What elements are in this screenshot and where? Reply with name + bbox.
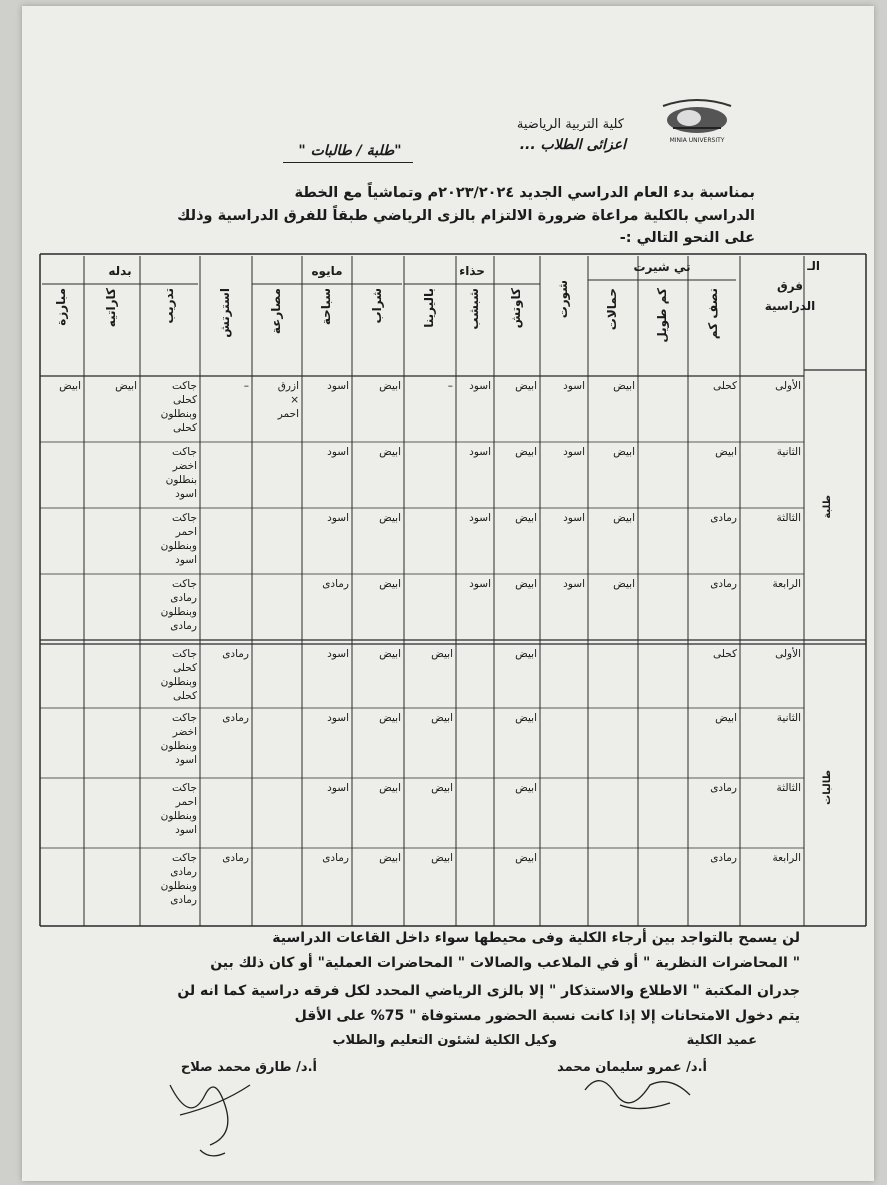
table-cell-socks: ابيض — [379, 852, 401, 864]
intro-line-3: على النحو التالي :- — [619, 230, 755, 246]
footer-line-2: " المحاضرات النظرية " أو في الملاعب والصالات " المحاضرات العملية" أو كان ذلك بين — [210, 955, 800, 971]
dean-title: عميد الكلية — [686, 1033, 757, 1048]
table-cell-swimming: اسود — [327, 512, 349, 524]
logo-text: MINIA UNIVERSITY — [669, 137, 725, 144]
column-header-tank: حمالات — [605, 288, 619, 331]
table-cell-tank: ابيض — [613, 446, 635, 458]
group-header-shoes: حذاء — [459, 264, 485, 278]
table-cell-socks: ابيض — [379, 512, 401, 524]
table-cell-training: جاكت اخضر بنطلون اسود — [165, 446, 197, 500]
table-cell-half-sleeve: كحلى — [712, 380, 737, 392]
table-cell-slipper: اسود — [469, 446, 491, 458]
column-header-wrestling: مصارعة — [269, 288, 283, 335]
table-cell-ballet: ابيض — [431, 852, 453, 864]
table-cell-ballet: ابيض — [431, 782, 453, 794]
footer-line-4: يتم دخول الامتحانات إلا إذا كانت نسبة الحضور مستوفاة " 75% على الأقل — [294, 1008, 800, 1024]
section-label: طلبة — [822, 495, 833, 519]
column-header-socks: شراب — [370, 288, 384, 324]
university-logo — [643, 98, 751, 146]
table-cell-tank: ابيض — [613, 578, 635, 590]
row-year-label: الثانية — [776, 446, 801, 458]
column-header-long-sleeve: كم طويل — [655, 288, 669, 343]
table-cell-half-sleeve: رمادى — [710, 578, 737, 590]
table-cell-half-sleeve: ابيض — [715, 712, 737, 724]
addressee: اعزائى الطلاب ... — [519, 137, 626, 153]
table-cell-swimming: اسود — [327, 446, 349, 458]
table-cell-ballet: ابيض — [431, 648, 453, 660]
table-cell-slipper: اسود — [469, 512, 491, 524]
group-header-suit: بدله — [108, 264, 132, 278]
footer-line-3: جدران المكتبة " الاطلاع والاستذكار " إلا بالزى الرياضي المحدد لكل فرقه دراسية كما انه لن — [177, 983, 800, 999]
table-cell-training: جاكت رمادى وبنطلون رمادى — [160, 578, 197, 632]
table-cell-half-sleeve: رمادى — [710, 782, 737, 794]
table-cell-sneakers: ابيض — [515, 578, 537, 590]
table-cell-ballet: ابيض — [431, 712, 453, 724]
table-cell-shorts: اسود — [563, 512, 585, 524]
row-year-label: الرابعة — [772, 852, 801, 864]
table-cell-sneakers: ابيض — [515, 712, 537, 724]
table-cell-leotard: رمادى — [222, 712, 249, 724]
table-cell-leotard: رمادى — [222, 648, 249, 660]
row-year-label: الرابعة — [772, 578, 801, 590]
table-cell-socks: ابيض — [379, 380, 401, 392]
group-header-tshirt: تي شيرت — [633, 260, 691, 274]
footer-line-1: لن يسمح بالتواجد بين أرجاء الكلية وفى محيطها سواء داخل القاعات الدراسية — [272, 930, 800, 946]
table-cell-swimming: اسود — [327, 380, 349, 392]
column-header-training: تدريب — [162, 288, 176, 324]
document-title: "طلبة / طالبات " — [298, 143, 402, 159]
column-header-karate: كاراتيه — [104, 288, 118, 328]
section-label: طالبات — [822, 770, 833, 805]
table-cell-tank: ابيض — [613, 380, 635, 392]
table-cell-half-sleeve: كحلى — [712, 648, 737, 660]
corner-header-line-2: فرق — [776, 279, 804, 293]
vice-dean-signature — [580, 1065, 710, 1120]
table-cell-leotard: رمادى — [222, 852, 249, 864]
column-header-ballet: باليرينا — [422, 288, 436, 328]
column-header-leotard: استرتش — [218, 288, 232, 338]
row-year-label: الثانية — [776, 712, 801, 724]
table-cell-training: جاكت احمر وبنطلون اسود — [160, 782, 197, 836]
row-year-label: الأولى — [775, 648, 801, 660]
column-header-half-sleeve: نصف كم — [706, 288, 720, 340]
table-cell-swimming: اسود — [327, 648, 349, 660]
table-cell-sneakers: ابيض — [515, 852, 537, 864]
intro-line-2: الدراسي بالكلية مراعاة ضرورة الالتزام بالزى الرياضي طبقاً للفرق الدراسية وذلك — [177, 208, 755, 224]
table-cell-sneakers: ابيض — [515, 782, 537, 794]
group-header-swimsuit: مايوه — [311, 264, 343, 278]
table-cell-sneakers: ابيض — [515, 380, 537, 392]
column-header-shorts: شورت — [556, 280, 570, 319]
table-cell-slipper: اسود — [469, 578, 491, 590]
table-cell-fencing: ابيض — [59, 380, 81, 392]
vice-dean-title: وكيل الكلية لشئون التعليم والطلاب — [332, 1033, 557, 1048]
intro-line-1: بمناسبة بدء العام الدراسي الجديد ٢٠٢٣/٢٠٢٤م وتماشياً مع الخطة — [294, 185, 755, 201]
table-cell-sneakers: ابيض — [515, 648, 537, 660]
table-cell-half-sleeve: ابيض — [715, 446, 737, 458]
table-cell-leotard: – — [243, 380, 249, 392]
table-cell-tank: ابيض — [613, 512, 635, 524]
table-cell-socks: ابيض — [379, 578, 401, 590]
dean-signature — [150, 1065, 270, 1165]
table-cell-socks: ابيض — [379, 446, 401, 458]
table-cell-swimming: اسود — [327, 712, 349, 724]
table-cell-karate: ابيض — [115, 380, 137, 392]
table-cell-training: جاكت كحلى وبنطلون كحلى — [160, 648, 197, 702]
table-cell-wrestling: ازرق × احمر — [277, 380, 299, 420]
table-cell-shorts: اسود — [563, 446, 585, 458]
table-cell-shorts: اسود — [563, 380, 585, 392]
table-cell-half-sleeve: رمادى — [710, 852, 737, 864]
table-cell-socks: ابيض — [379, 712, 401, 724]
row-year-label: الثالثة — [776, 782, 801, 794]
faculty-name: كلية التربية الرياضية — [516, 117, 624, 132]
table-cell-training: جاكت اخضر وبنطلون اسود — [160, 712, 197, 766]
corner-header-line-3: الدراسية — [764, 299, 816, 313]
table-cell-swimming: رمادى — [322, 852, 349, 864]
table-cell-socks: ابيض — [379, 648, 401, 660]
table-cell-shorts: اسود — [563, 578, 585, 590]
corner-header-line-1: الـ — [807, 259, 820, 273]
row-year-label: الثالثة — [776, 512, 801, 524]
column-header-sneakers: كاوتش — [509, 288, 523, 329]
table-cell-training: جاكت كحلى وبنطلون كحلى — [160, 380, 197, 434]
vice-dean-name: أ.د/ عمرو سليمان محمد — [557, 1060, 707, 1075]
column-header-slipper: شبشب — [467, 288, 481, 330]
column-header-swimming: سباحة — [319, 288, 333, 326]
table-cell-sneakers: ابيض — [515, 446, 537, 458]
table-cell-socks: ابيض — [379, 782, 401, 794]
table-cell-swimming: رمادى — [322, 578, 349, 590]
corner-header — [760, 256, 820, 316]
table-cell-training: جاكت رمادى وبنطلون رمادى — [160, 852, 197, 906]
table-cell-ballet: – — [447, 380, 453, 392]
dean-name: أ.د/ طارق محمد صلاح — [180, 1060, 317, 1075]
title-underline — [283, 162, 413, 163]
table-cell-sneakers: ابيض — [515, 512, 537, 524]
table-cell-slipper: اسود — [469, 380, 491, 392]
column-header-fencing: مبارزة — [54, 288, 68, 326]
table-cell-half-sleeve: رمادى — [710, 512, 737, 524]
table-cell-training: جاكت احمر وبنطلون اسود — [160, 512, 197, 566]
table-cell-swimming: اسود — [327, 782, 349, 794]
row-year-label: الأولى — [775, 380, 801, 392]
